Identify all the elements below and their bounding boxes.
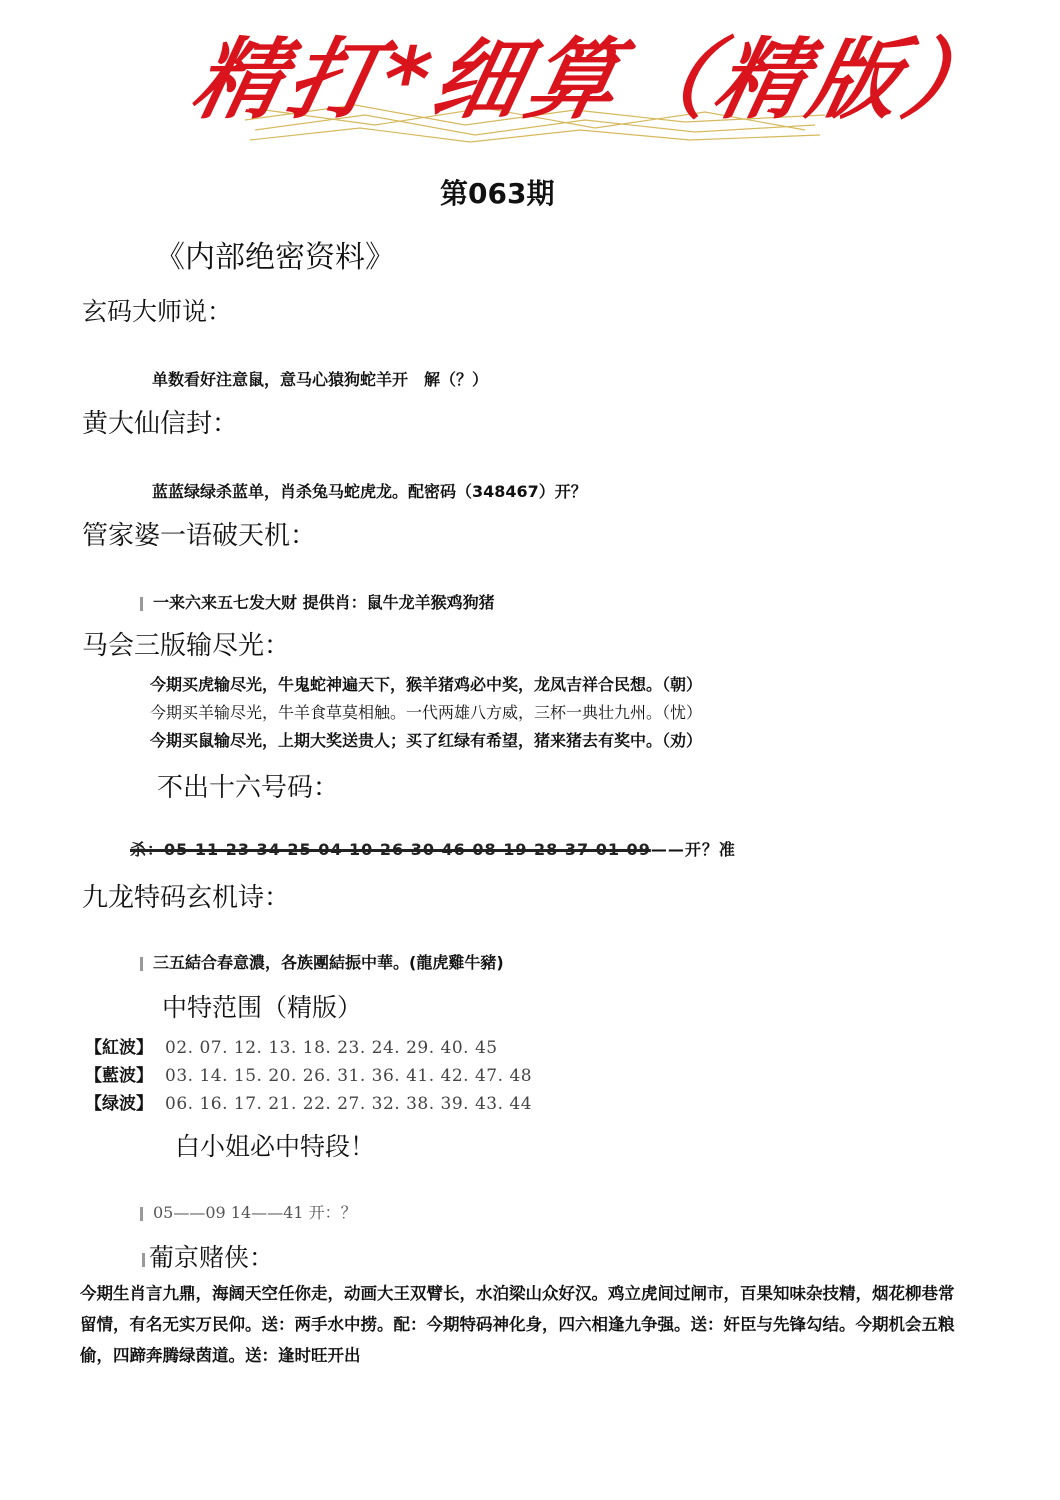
- kill-prefix: 杀：: [130, 840, 165, 859]
- guanjia-tick: [140, 597, 143, 611]
- guanjia-text: 一来六来五七发大财 提供肖：鼠牛龙羊猴鸡狗猪: [153, 593, 495, 612]
- macau-heading: [142, 1238, 274, 1274]
- wave-label: 【绿波】: [85, 1094, 153, 1114]
- header-logo: [184, 20, 1011, 150]
- huang-heading: 黄大仙信封：: [82, 409, 239, 439]
- kill-suffix: ——开？准: [650, 840, 736, 859]
- wave-numbers: 02. 07. 12. 13. 18. 23. 24. 29. 40. 45: [165, 1038, 498, 1058]
- guanjia-heading: 管家婆一语破天机：: [82, 521, 317, 551]
- guanjia-line: [140, 590, 495, 613]
- mahui-line-2: 今期买羊输尽光，牛羊食草莫相触。一代两雄八方威，三杯一典壮九州。（忧）: [150, 703, 703, 722]
- macau-tick: [142, 1253, 145, 1267]
- wave-row-blue: [85, 1061, 532, 1086]
- secret-title: 《内部绝密资料》: [155, 240, 395, 275]
- wave-numbers: 06. 16. 17. 21. 22. 27. 32. 38. 39. 43. 44: [165, 1094, 533, 1114]
- master-heading: 玄码大师说：: [82, 297, 233, 326]
- no16-heading: 不出十六号码：: [157, 773, 340, 803]
- wave-label: 【紅波】: [85, 1038, 153, 1058]
- bai-heading: 白小姐必中特段！: [175, 1132, 376, 1161]
- wave-row-red: [85, 1033, 498, 1058]
- kill-numbers-line: [130, 837, 736, 860]
- jiulong-heading: 九龙特码玄机诗：: [82, 883, 291, 913]
- kill-numbers: 05 11 23 34 25 04 10 26 30 46 08 19 28 37 01 09: [164, 840, 651, 859]
- master-text: 单数看好注意鼠，意马心猿狗蛇羊开 解（？）: [152, 370, 489, 389]
- wave-row-green: [85, 1089, 532, 1114]
- mahui-line-1: 今期买虎输尽光，牛鬼蛇神遍天下，猴羊猪鸡必中奖，龙凤吉祥合民想。（朝）: [150, 675, 703, 694]
- bai-line: [140, 1200, 357, 1223]
- bai-text: 05——09 14——41 开：？: [153, 1203, 357, 1222]
- issue-number: 第063期: [440, 177, 555, 210]
- wave-numbers: 03. 14. 15. 20. 26. 31. 36. 41. 42. 47. 48: [165, 1066, 533, 1086]
- range-heading: 中特范围（精版）: [162, 993, 363, 1022]
- bai-tick: [140, 1207, 143, 1221]
- huang-text: 蓝蓝绿绿杀蓝单，肖杀兔马蛇虎龙。配密码（348467）开？: [152, 482, 587, 501]
- page-title: 精打*细算（精版）: [184, 28, 1011, 131]
- mahui-heading: 马会三版输尽光：: [82, 631, 291, 661]
- macau-paragraph: 今期生肖言九鼎，海阔天空任你走，动画大王双臂长，水泊梁山众好汉。鸡立虎间过闸市，百果知味杂技精，烟花柳巷常留情，有名无实万民仰。送：两手水中捞。配：今期特码神化身，四六相逢九争强。送：奸臣与先锋勾结。今期机会五粮偷，四蹄奔腾绿茵道。送：逢时旺开出: [80, 1284, 955, 1365]
- jiulong-text: 三五結合春意濃，各族團結振中華。(龍虎雞牛豬): [153, 953, 504, 972]
- jiulong-tick: [140, 957, 143, 971]
- macau-heading-text: 葡京赌侠：: [149, 1243, 275, 1272]
- mahui-line-3: 今期买鼠输尽光，上期大奖送贵人；买了红绿有希望，猪来猪去有奖中。（劝）: [150, 731, 703, 750]
- jiulong-line: [140, 950, 504, 973]
- wave-label: 【藍波】: [85, 1066, 153, 1086]
